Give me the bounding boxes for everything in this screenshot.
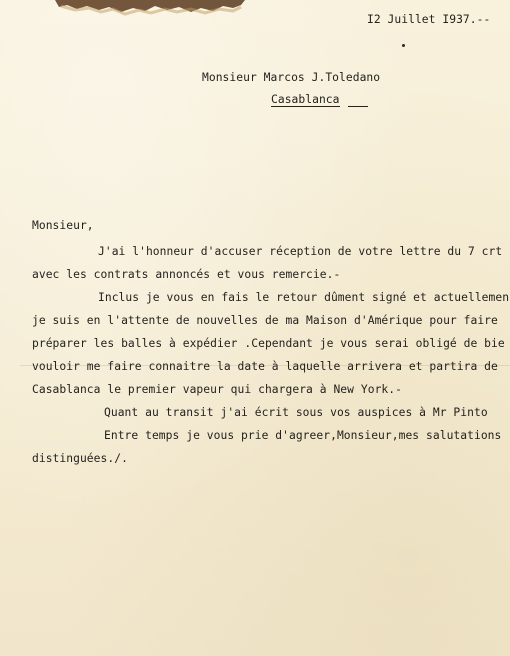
letter-date: I2 Juillet I937.-- (367, 13, 491, 26)
body-line-9: Entre temps je vous prie d'agreer,Monsieur,mes salutations (104, 429, 502, 442)
recipient-name: Monsieur Marcos J.Toledano (202, 71, 381, 84)
body-line-8: Quant au transit j'ai écrit sous vos auspices à Mr Pinto (104, 406, 488, 419)
salutation: Monsieur, (32, 219, 94, 232)
body-line-5: préparer les balles à expédier .Cependant je vous serai obligé de bie (32, 337, 505, 350)
body-line-2: avec les contrats annoncés et vous remercie.- (32, 268, 341, 281)
body-line-4: je suis en l'attente de nouvelles de ma Maison d'Amérique pour faire (32, 314, 498, 327)
ink-mark (402, 44, 405, 47)
body-line-10: distinguées./. (32, 452, 128, 465)
recipient-city (271, 93, 368, 107)
body-line-1: J'ai l'honneur d'accuser réception de votre lettre du 7 crt (98, 245, 503, 258)
body-line-6: vouloir me faire connaitre la date à laquelle arrivera et partira de (32, 360, 498, 373)
body-line-3: Inclus je vous en fais le retour dûment signé et actuellemen (98, 291, 510, 304)
burnt-edge (55, 0, 245, 16)
recipient-city-text: Casablanca (271, 93, 340, 106)
body-line-7: Casablanca le premier vapeur qui chargera à New York.- (32, 383, 402, 396)
address-rule (348, 93, 369, 107)
